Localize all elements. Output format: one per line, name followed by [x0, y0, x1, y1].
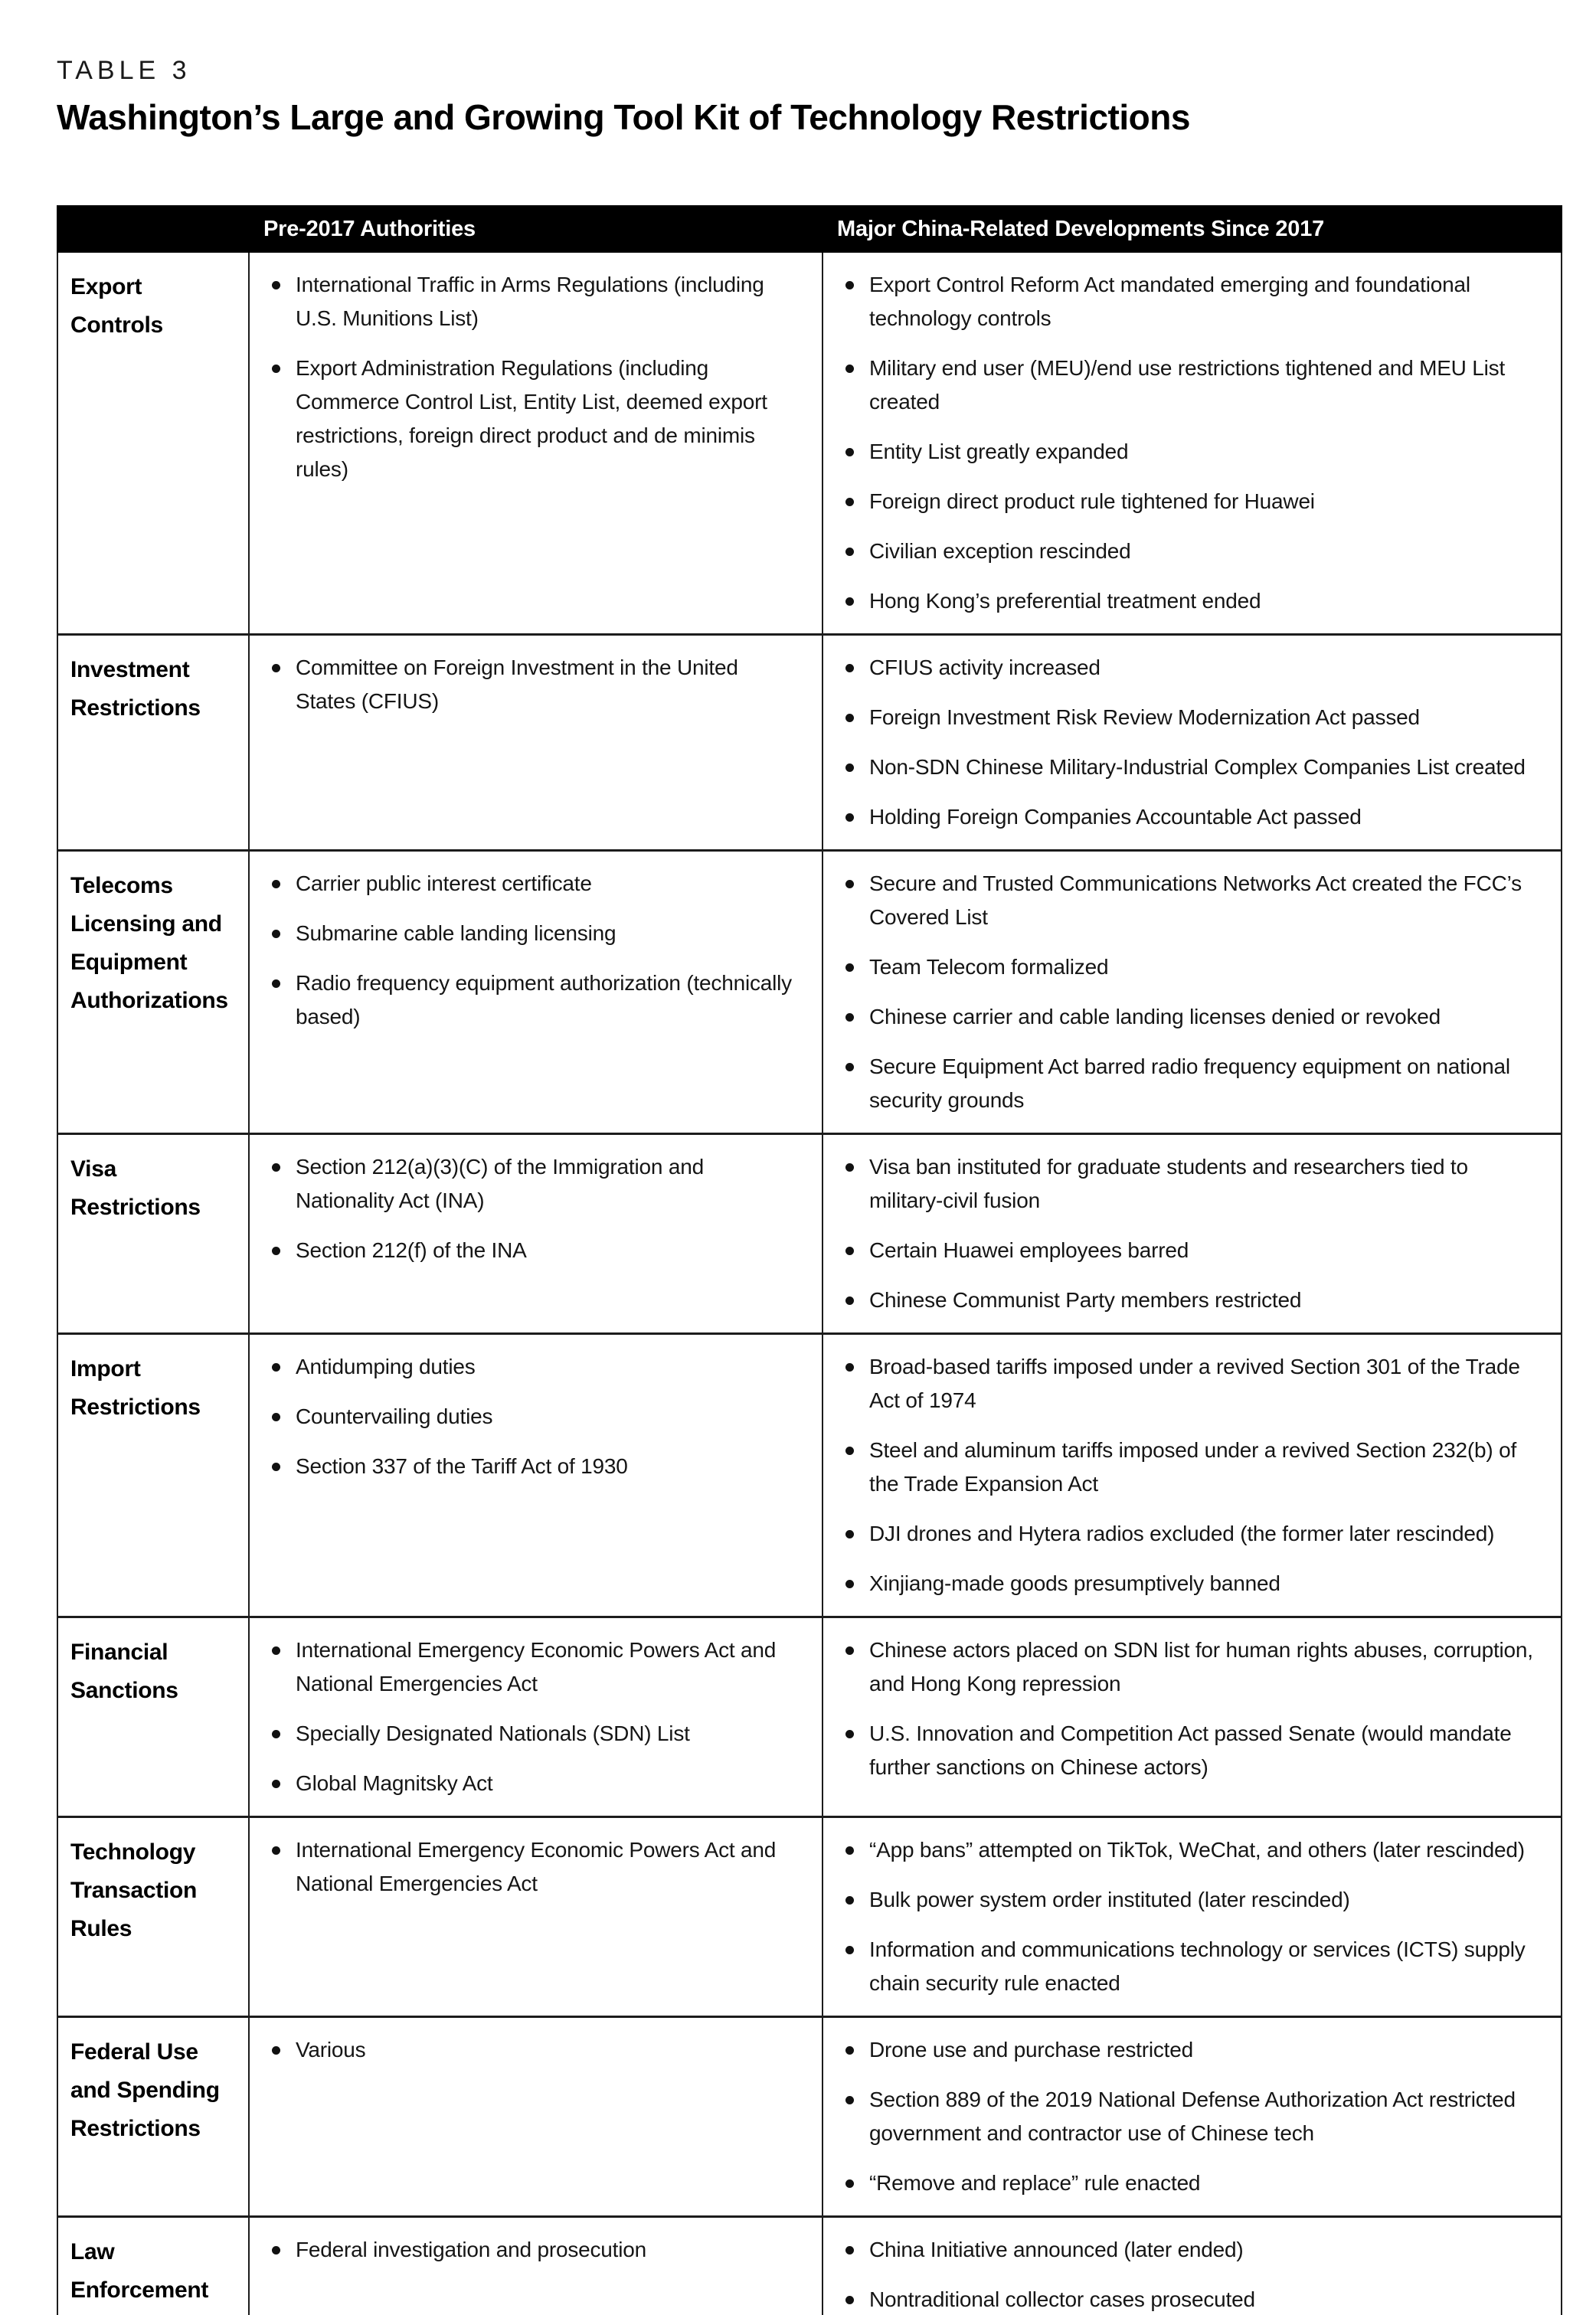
bullet-item: Chinese carrier and cable landing licenses denied or revoked	[840, 1000, 1539, 1034]
pre2017-cell	[248, 1618, 822, 1816]
bullet-item: Countervailing duties	[267, 1400, 800, 1434]
since2017-list	[840, 2233, 1539, 2315]
pre2017-list	[267, 1833, 800, 1901]
bullet-item: Secure Equipment Act barred radio frequency equipment on national security grounds	[840, 1050, 1539, 1117]
bullet-item: Broad-based tariffs imposed under a revived Section 301 of the Trade Act of 1974	[840, 1350, 1539, 1417]
since2017-list	[840, 1350, 1539, 1601]
bullet-item: Carrier public interest certificate	[267, 867, 800, 901]
bullet-item: Certain Huawei employees barred	[840, 1234, 1539, 1267]
bullet-item: Steel and aluminum tariffs imposed under a revived Section 232(b) of the Trade Expansion Act	[840, 1434, 1539, 1501]
pre2017-list	[267, 268, 800, 486]
since2017-list	[840, 268, 1539, 618]
bullet-item: Specially Designated Nationals (SDN) List	[267, 1717, 800, 1751]
row-category: Investment Restrictions	[70, 657, 201, 721]
row-category: Law Enforcement	[70, 2239, 209, 2304]
bullet-item: Bulk power system order instituted (later rescinded)	[840, 1883, 1539, 1917]
table-row	[58, 2016, 1561, 2215]
pre2017-cell	[248, 1335, 822, 1616]
bullet-item: DJI drones and Hytera radios excluded (the former later rescinded)	[840, 1517, 1539, 1551]
table-row	[58, 1616, 1561, 1816]
bullet-item: Section 212(f) of the INA	[267, 1234, 800, 1267]
bullet-item: Entity List greatly expanded	[840, 435, 1539, 469]
bullet-item: Antidumping duties	[267, 1350, 800, 1384]
since2017-cell	[822, 852, 1561, 1133]
pre2017-cell	[248, 1818, 822, 2016]
since2017-list	[840, 651, 1539, 834]
pre2017-list	[267, 1633, 800, 1800]
bullet-item: Foreign direct product rule tightened for Huawei	[840, 485, 1539, 518]
row-category: Telecoms Licensing and Equipment Authorizations	[70, 873, 228, 1014]
pre2017-cell	[248, 1135, 822, 1332]
row-category: Import Restrictions	[70, 1356, 201, 1421]
row-category: Financial Sanctions	[70, 1640, 178, 1704]
header-cell-category	[57, 205, 248, 253]
bullet-item: International Traffic in Arms Regulations (including U.S. Munitions List)	[267, 268, 800, 335]
since2017-list	[840, 1833, 1539, 2000]
bullet-item: Submarine cable landing licensing	[267, 917, 800, 950]
table-row	[58, 2215, 1561, 2315]
row-category: Federal Use and Spending Restrictions	[70, 2039, 220, 2142]
bullet-item: Foreign Investment Risk Review Modernization Act passed	[840, 701, 1539, 734]
table-body	[57, 253, 1562, 2315]
table-row	[58, 1332, 1561, 1616]
bullet-item: Secure and Trusted Communications Networks Act created the FCC’s Covered List	[840, 867, 1539, 934]
bullet-item: China Initiative announced (later ended)	[840, 2233, 1539, 2267]
bullet-item: Civilian exception rescinded	[840, 535, 1539, 568]
table-number-label: TABLE 3	[57, 56, 191, 85]
since2017-cell	[822, 2218, 1561, 2315]
bullet-item: Section 212(a)(3)(C) of the Immigration and Nationality Act (INA)	[267, 1150, 800, 1218]
bullet-item: Section 337 of the Tariff Act of 1930	[267, 1450, 800, 1483]
table-row	[58, 633, 1561, 849]
bullet-item: Federal investigation and prosecution	[267, 2233, 800, 2267]
since2017-cell	[822, 1618, 1561, 1816]
since2017-cell	[822, 1335, 1561, 1616]
since2017-cell	[822, 1135, 1561, 1332]
header-cell-since2017: Major China-Related Developments Since 2017	[837, 216, 1325, 241]
since2017-cell	[822, 1818, 1561, 2016]
row-category: Technology Transaction Rules	[70, 1839, 198, 1942]
bullet-item: Non-SDN Chinese Military-Industrial Complex Companies List created	[840, 750, 1539, 784]
bullet-item: “Remove and replace” rule enacted	[840, 2166, 1539, 2200]
table-row	[58, 253, 1561, 633]
pre2017-cell	[248, 852, 822, 1133]
bullet-item: Hong Kong’s preferential treatment ended	[840, 584, 1539, 618]
bullet-item: Chinese actors placed on SDN list for human rights abuses, corruption, and Hong Kong repression	[840, 1633, 1539, 1701]
bullet-item: International Emergency Economic Powers Act and National Emergencies Act	[267, 1633, 800, 1701]
bullet-item: Team Telecom formalized	[840, 950, 1539, 984]
bullet-item: Various	[267, 2033, 800, 2067]
bullet-item: Drone use and purchase restricted	[840, 2033, 1539, 2067]
table-row	[58, 849, 1561, 1133]
bullet-item: Xinjiang-made goods presumptively banned	[840, 1567, 1539, 1601]
bullet-item: Export Administration Regulations (including Commerce Control List, Entity List, deemed export restrictions, foreign direct product and de minimis rules)	[267, 352, 800, 486]
since2017-list	[840, 867, 1539, 1117]
pre2017-list	[267, 1350, 800, 1483]
bullet-item: Information and communications technology or services (ICTS) supply chain security rule enacted	[840, 1933, 1539, 2000]
since2017-cell	[822, 253, 1561, 633]
page-title: Washington’s Large and Growing Tool Kit of Technology Restrictions	[57, 97, 1190, 138]
pre2017-list	[267, 2033, 800, 2067]
bullet-item: Holding Foreign Companies Accountable Act passed	[840, 800, 1539, 834]
pre2017-list	[267, 651, 800, 718]
pre2017-list	[267, 1150, 800, 1267]
bullet-item: CFIUS activity increased	[840, 651, 1539, 685]
since2017-list	[840, 2033, 1539, 2200]
bullet-item: Nontraditional collector cases prosecuted	[840, 2283, 1539, 2315]
pre2017-list	[267, 867, 800, 1034]
bullet-item: Visa ban instituted for graduate students and researchers tied to military-civil fusion	[840, 1150, 1539, 1218]
table-header-row	[57, 205, 1562, 253]
table-row	[58, 1816, 1561, 2016]
bullet-item: “App bans” attempted on TikTok, WeChat, and others (later rescinded)	[840, 1833, 1539, 1867]
bullet-item: Radio frequency equipment authorization (technically based)	[267, 966, 800, 1034]
bullet-item: Export Control Reform Act mandated emerging and foundational technology controls	[840, 268, 1539, 335]
since2017-list	[840, 1150, 1539, 1317]
since2017-cell	[822, 2018, 1561, 2215]
bullet-item: U.S. Innovation and Competition Act passed Senate (would mandate further sanctions on Chinese actors)	[840, 1717, 1539, 1784]
pre2017-cell	[248, 2018, 822, 2215]
bullet-item: International Emergency Economic Powers Act and National Emergencies Act	[267, 1833, 800, 1901]
row-category: Export Controls	[70, 274, 163, 338]
bullet-item: Military end user (MEU)/end use restrictions tightened and MEU List created	[840, 352, 1539, 419]
pre2017-cell	[248, 2218, 822, 2315]
bullet-item: Committee on Foreign Investment in the United States (CFIUS)	[267, 651, 800, 718]
since2017-cell	[822, 636, 1561, 849]
bullet-item: Chinese Communist Party members restricted	[840, 1283, 1539, 1317]
pre2017-list	[267, 2233, 800, 2267]
pre2017-cell	[248, 636, 822, 849]
restrictions-table	[57, 205, 1562, 2315]
header-cell-pre2017: Pre-2017 Authorities	[263, 216, 476, 241]
table-row	[58, 1133, 1561, 1332]
since2017-list	[840, 1633, 1539, 1784]
row-category: Visa Restrictions	[70, 1156, 201, 1221]
bullet-item: Global Magnitsky Act	[267, 1767, 800, 1800]
bullet-item: Section 889 of the 2019 National Defense Authorization Act restricted government and contractor use of Chinese tech	[840, 2083, 1539, 2150]
pre2017-cell	[248, 253, 822, 633]
